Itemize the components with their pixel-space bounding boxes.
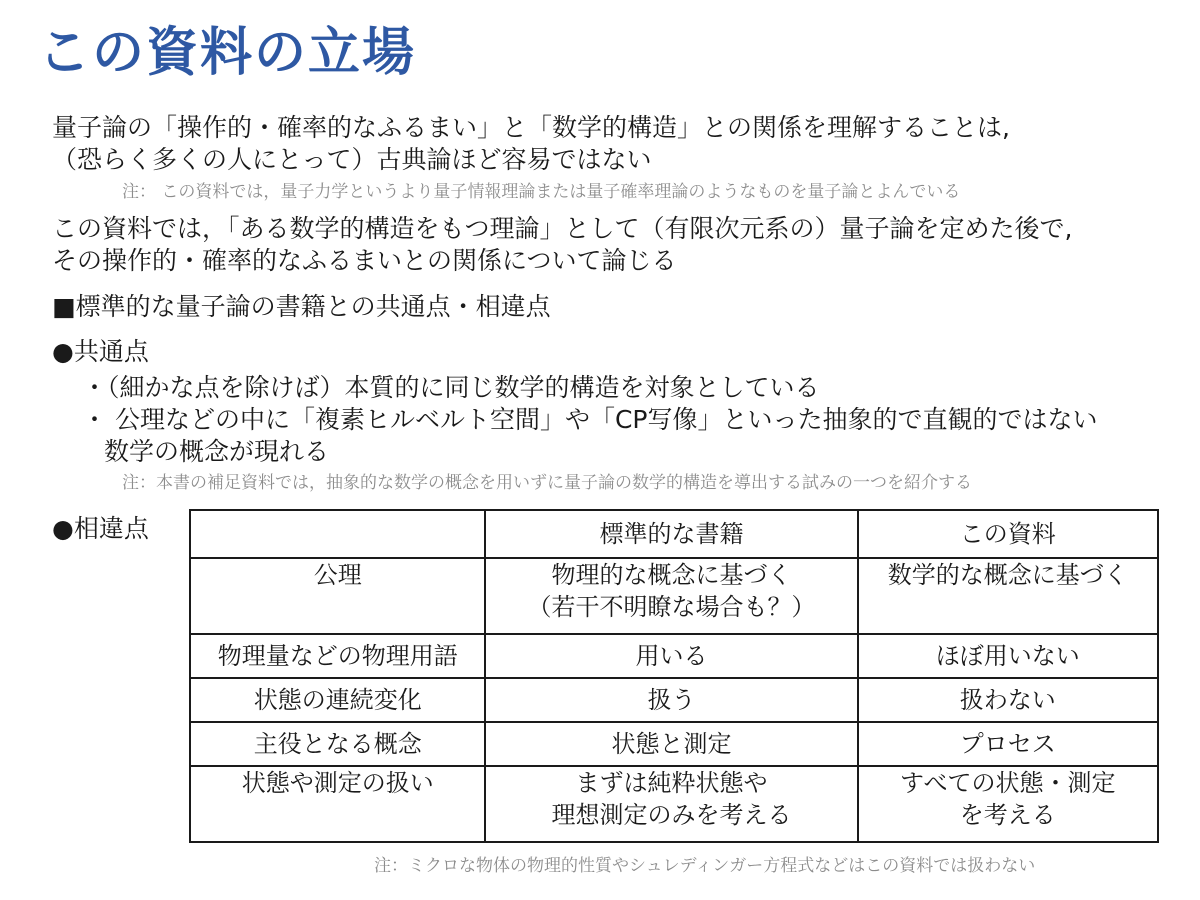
row-label: 主役となる概念 bbox=[190, 722, 485, 766]
table-row bbox=[190, 766, 1158, 842]
table-row bbox=[190, 634, 1158, 678]
table-row bbox=[190, 722, 1158, 766]
cell-text: まずは純粋状態や bbox=[575, 769, 768, 797]
cell-text: 物理的な概念に基づく bbox=[551, 561, 792, 589]
cell-this: ほぼ用いない bbox=[858, 634, 1159, 678]
intro-note: 注： この資料では，量子力学というより量子情報理論または量子確率理論のようなものを量子論とよんでいる bbox=[122, 182, 961, 202]
cell-this: プロセス bbox=[858, 722, 1159, 766]
common-item-2-cont: 数学の概念が現れる bbox=[104, 437, 330, 466]
cell-this bbox=[858, 558, 1159, 634]
row-label: 状態の連続変化 bbox=[190, 678, 485, 722]
cell-standard: 状態と測定 bbox=[485, 722, 857, 766]
cell-this: 扱わない bbox=[858, 678, 1159, 722]
cell-standard bbox=[485, 766, 857, 842]
cell-text: 数学的な概念に基づく bbox=[887, 561, 1128, 589]
footer-note: 注：ミクロな物体の物理的性質やシュレディンガー方程式などはこの資料では扱わない bbox=[374, 856, 1036, 876]
header-this-material: この資料 bbox=[858, 510, 1159, 558]
header-standard-books: 標準的な書籍 bbox=[485, 510, 857, 558]
cell-text: すべての状態・測定 bbox=[899, 769, 1116, 797]
cell-this bbox=[858, 766, 1159, 842]
cell-text: を考える bbox=[959, 801, 1056, 829]
comparison-table bbox=[189, 509, 1159, 843]
cell-text: （若干不明瞭な場合も？） bbox=[527, 593, 816, 621]
table-row bbox=[190, 558, 1158, 634]
common-item-2: ・ 公理などの中に「複素ヒルベルト空間」や「CP写像」といった抽象的で直観的ではない bbox=[82, 405, 1098, 434]
row-label: 物理量などの物理用語 bbox=[190, 634, 485, 678]
intro-line-4: その操作的・確率的なふるまいとの関係について論じる bbox=[52, 246, 677, 275]
intro-line-3: この資料では，「ある数学的構造をもつ理論」として（有限次元系の）量子論を定めた後で, bbox=[52, 214, 1073, 243]
section-heading: ■標準的な量子論の書籍との共通点・相違点 bbox=[52, 292, 551, 321]
cell-text: 理想測定のみを考える bbox=[551, 801, 792, 829]
diff-heading: ●相違点 bbox=[52, 514, 149, 543]
intro-line-1: 量子論の「操作的・確率的なふるまい」と「数学的構造」との関係を理解することは, bbox=[52, 113, 1010, 142]
table-header-row bbox=[190, 510, 1158, 558]
row-label: 公理 bbox=[190, 558, 485, 634]
page-title: この資料の立場 bbox=[38, 23, 417, 83]
cell-standard: 用いる bbox=[485, 634, 857, 678]
common-item-1: ・（細かな点を除けば）本質的に同じ数学的構造を対象としている bbox=[82, 373, 820, 402]
header-blank-cell bbox=[190, 510, 485, 558]
common-heading: ●共通点 bbox=[52, 337, 149, 366]
cell-standard: 扱う bbox=[485, 678, 857, 722]
common-note: 注：本書の補足資料では，抽象的な数学の概念を用いずに量子論の数学的構造を導出する試みの一つを紹介する bbox=[122, 473, 972, 493]
table-row bbox=[190, 678, 1158, 722]
row-label: 状態や測定の扱い bbox=[190, 766, 485, 842]
intro-line-2: （恐らく多くの人にとって）古典論ほど容易ではない bbox=[52, 145, 652, 174]
cell-standard bbox=[485, 558, 857, 634]
